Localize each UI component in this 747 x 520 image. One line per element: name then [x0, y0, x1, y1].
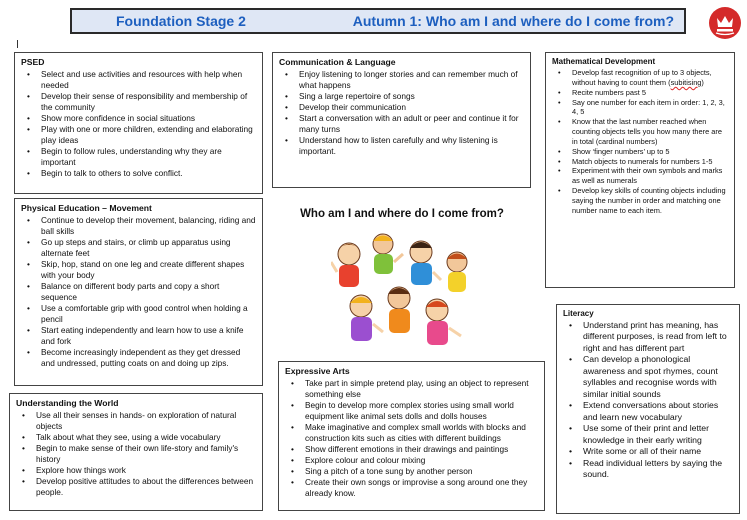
list-item: • Skip, hop, stand on one leg and create different shapes with your body — [21, 259, 256, 281]
list-item: • Say one number for each item in order: 1, 2, 3, 4, 5 — [552, 98, 728, 118]
literacy-title: Literacy — [563, 309, 594, 318]
page-header — [70, 8, 686, 34]
cl-box — [272, 52, 531, 188]
list-item: • Use some of their print and letter knowledge in their early writing — [563, 423, 733, 446]
psed-title: PSED — [21, 57, 45, 67]
center-title: Who am I and where do I come from? — [300, 208, 504, 220]
list-item: • Sing a pitch of a tone sung by another person — [285, 466, 538, 477]
list-item: • Understand print has meaning, has different purposes, is read from left to right and has different part — [563, 320, 733, 354]
list-item: • Develop their sense of responsibility and membership of the community — [21, 91, 256, 113]
list-item: • Read individual letters by saying the sound. — [563, 458, 733, 481]
list-item: • Play with one or more children, extending and elaborating play ideas — [21, 124, 256, 146]
list-item: • Enjoy listening to longer stories and can remember much of what happens — [279, 69, 524, 91]
children-cartoon-image — [331, 232, 473, 350]
cl-list — [279, 69, 524, 157]
list-item: • Begin to talk to others to solve conflict. — [21, 168, 256, 179]
list-item: • Use all their senses in hands- on exploration of natural objects — [16, 410, 256, 432]
list-item: • Begin to make sense of their own life-story and family's history — [16, 443, 256, 465]
list-item: • Begin to follow rules, understanding why they are important — [21, 146, 256, 168]
list-item: • Start a conversation with an adult or peer and continue it for many turns — [279, 113, 524, 135]
spellcheck-word: subitising — [670, 77, 702, 87]
topic-title: Autumn 1: Who am I and where do I come from? — [352, 13, 674, 29]
list-item: • Talk about what they see, using a wide vocabulary — [16, 432, 256, 443]
list-item: • Show more confidence in social situations — [21, 113, 256, 124]
list-item: • Make imaginative and complex small worlds with blocks and construction kits such as cities with different buildings — [285, 422, 538, 444]
list-item: • Use a comfortable grip with good control when holding a pencil — [21, 303, 256, 325]
list-item: • Take part in simple pretend play, using an object to represent something else — [285, 378, 538, 400]
list-item — [552, 68, 728, 88]
list-item: • Explore colour and colour mixing — [285, 455, 538, 466]
list-item: • Select and use activities and resources with help when needed — [21, 69, 256, 91]
text-cursor — [17, 40, 18, 48]
list-item: • Develop key skills of counting objects including saying the number in order and matching one number name to each item. — [552, 186, 728, 216]
list-item: • Can develop a phonological awareness and spot rhymes, count syllables and recognise words with similar initial sounds — [563, 354, 733, 400]
list-item: • Match objects to numerals for numbers 1-5 — [552, 157, 728, 167]
utw-title: Understanding the World — [16, 398, 119, 408]
ea-title: Expressive Arts — [285, 366, 350, 376]
literacy-list — [563, 320, 733, 481]
pe-list — [21, 215, 256, 369]
literacy-box — [556, 304, 740, 514]
pe-title: Physical Education – Movement — [21, 203, 152, 213]
maths-box — [545, 52, 735, 288]
stage-title: Foundation Stage 2 — [116, 13, 246, 29]
list-item: • Show different emotions in their drawings and paintings — [285, 444, 538, 455]
utw-box — [9, 393, 263, 511]
cl-title: Communication & Language — [279, 57, 396, 67]
list-item: • Continue to develop their movement, balancing, riding and ball skills — [21, 215, 256, 237]
list-item: • Go up steps and stairs, or climb up apparatus using alternate feet — [21, 237, 256, 259]
maths-item-text: ) — [701, 77, 704, 87]
list-item: • Show ‘finger numbers’ up to 5 — [552, 147, 728, 157]
list-item: • Become increasingly independent as they get dressed and undressed, putting coats on and doing up zips. — [21, 347, 256, 369]
list-item: • Understand how to listen carefully and why listening is important. — [279, 135, 524, 157]
maths-list — [552, 68, 728, 216]
psed-box — [14, 52, 263, 194]
pe-box — [14, 198, 263, 386]
list-item: • Start eating independently and learn how to use a knife and fork — [21, 325, 256, 347]
utw-list — [16, 410, 256, 498]
list-item: • Explore how things work — [16, 465, 256, 476]
list-item: • Begin to develop more complex stories using small world equipment like animal sets dolls and dolls houses — [285, 400, 538, 422]
psed-list — [21, 69, 256, 179]
list-item: • Balance on different body parts and copy a short sequence — [21, 281, 256, 303]
list-item: • Write some or all of their name — [563, 446, 733, 457]
list-item: • Recite numbers past 5 — [552, 88, 728, 98]
list-item: • Know that the last number reached when counting objects tells you how many there are in total (cardinal numbers) — [552, 117, 728, 147]
list-item: • Experiment with their own symbols and marks as well as numerals — [552, 166, 728, 186]
list-item: • Create their own songs or improvise a song around one they already know. — [285, 477, 538, 499]
maths-item-text: Develop fast recognition of up to 3 objects, without having to count them ( — [572, 68, 712, 87]
ea-box — [278, 361, 545, 511]
ea-list — [285, 378, 538, 499]
list-item: • Develop positive attitudes to about the differences between people. — [16, 476, 256, 498]
list-item: • Develop their communication — [279, 102, 524, 113]
maths-title: Mathematical Development — [552, 57, 656, 66]
list-item: • Sing a large repertoire of songs — [279, 91, 524, 102]
list-item: • Extend conversations about stories and learn new vocabulary — [563, 400, 733, 423]
school-crest-icon — [708, 6, 742, 40]
